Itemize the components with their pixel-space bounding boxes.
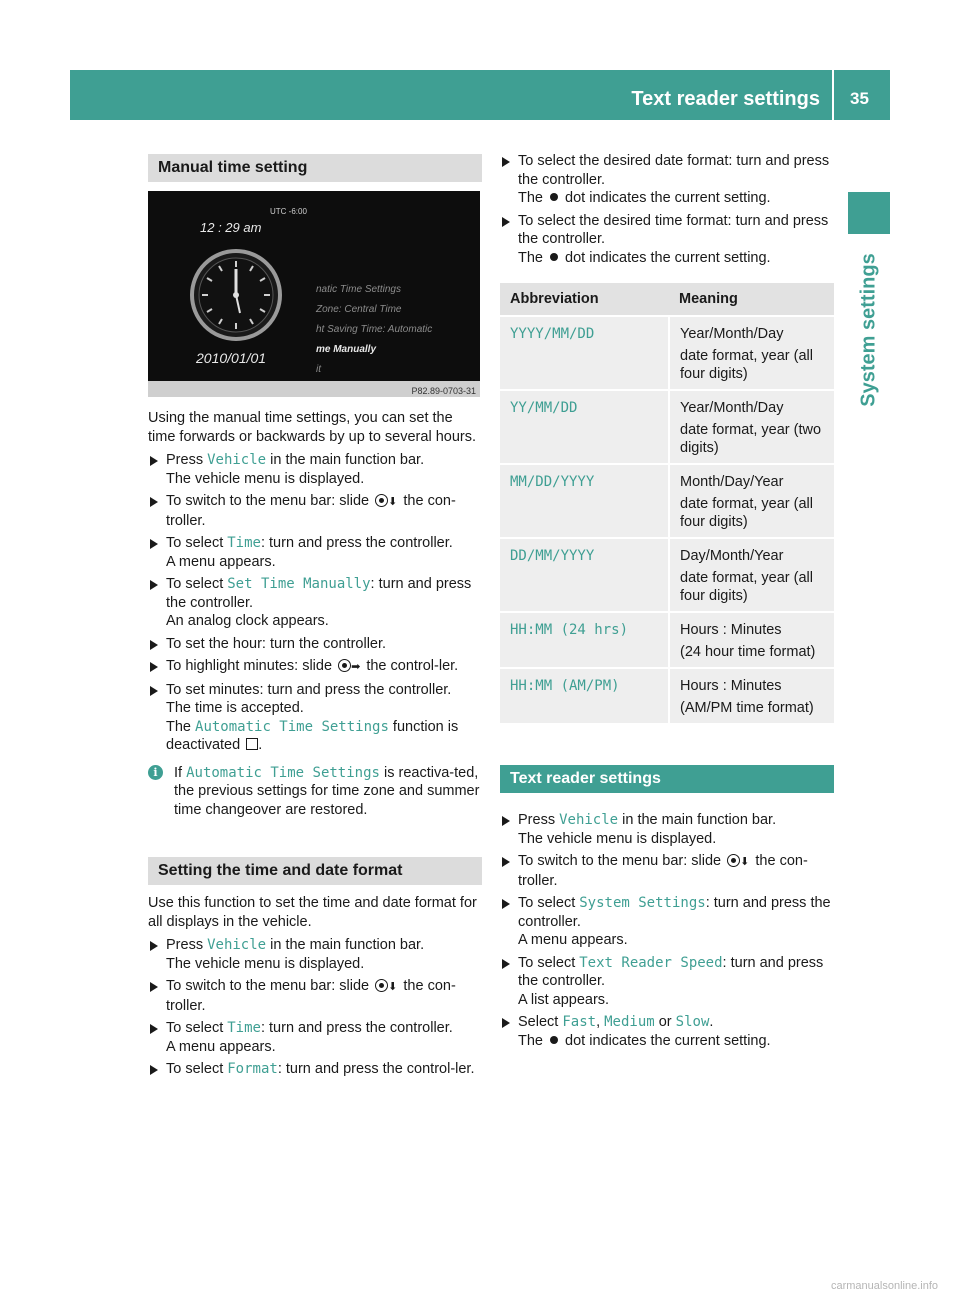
meaning-main: Hours : Minutes bbox=[680, 678, 782, 694]
keyword-automatic-time-settings: Automatic Time Settings bbox=[186, 764, 380, 781]
screen-utc: UTC -6:00 bbox=[270, 207, 307, 216]
table-row bbox=[500, 390, 834, 464]
keyword-time: Time bbox=[227, 535, 261, 551]
side-tab-label: System settings bbox=[857, 253, 880, 407]
watermark: carmanualsonline.info bbox=[830, 1280, 938, 1292]
step: Press Vehicle in the main function bar. The vehicle menu is displayed. bbox=[148, 936, 482, 973]
keyword-vehicle: Vehicle bbox=[207, 452, 267, 468]
step: To select Set Time Manually: turn and press the controller. An analog clock appears. bbox=[148, 575, 482, 631]
keyword-vehicle: Vehicle bbox=[559, 812, 619, 828]
screen-menu-item: ht Saving Time: Automatic bbox=[316, 324, 433, 335]
section-title-time-date-format: Setting the time and date format bbox=[148, 857, 482, 885]
meaning-detail: (24 hour time format) bbox=[680, 644, 816, 660]
keyword-automatic-time-settings: Automatic Time Settings bbox=[195, 718, 389, 735]
step: To highlight minutes: slide ➡ the control-ler. bbox=[148, 657, 482, 677]
abbreviation: HH:MM (AM/PM) bbox=[510, 678, 620, 694]
screen-menu-item: it bbox=[316, 364, 321, 375]
slide-down-icon: ⬇ bbox=[740, 856, 750, 868]
analog-clock-icon bbox=[188, 247, 284, 343]
step: To select Format: turn and press the control-ler. bbox=[148, 1060, 482, 1079]
header-divider bbox=[832, 70, 834, 120]
step: To select the desired time format: turn and press the controller. The dot indicates the current setting. bbox=[500, 212, 834, 268]
keyword-set-time-manually: Set Time Manually bbox=[227, 576, 371, 592]
intro-text-2: Use this function to set the time and date format for all displays in the vehicle. bbox=[148, 895, 477, 930]
screen-time: 12 : 29 am bbox=[200, 220, 262, 235]
slide-down-icon: ⬇ bbox=[388, 981, 398, 993]
meaning-detail: (AM/PM time format) bbox=[680, 700, 814, 716]
keyword-medium: Medium bbox=[604, 1014, 655, 1030]
info-icon: i bbox=[148, 765, 163, 780]
intro-text: Using the manual time settings, you can set the time forwards or backwards by up to several hours. bbox=[148, 410, 476, 445]
section-title-manual-time: Manual time setting bbox=[148, 154, 482, 182]
step: To select Time: turn and press the controller. A menu appears. bbox=[148, 1019, 482, 1056]
image-code: P82.89-0703-31 bbox=[411, 386, 476, 396]
slide-right-icon: ➡ bbox=[351, 661, 361, 673]
screen-menu-item: Zone: Central Time bbox=[316, 304, 402, 315]
meaning-detail: date format, year (all four digits) bbox=[680, 496, 813, 530]
step: To set the hour: turn the controller. bbox=[148, 635, 482, 654]
step: To select Text Reader Speed: turn and press the controller. A list appears. bbox=[500, 954, 834, 1010]
info-note: i If Automatic Time Settings is reactiva-ted, the previous settings for time zone and summer time changeover are restored. bbox=[148, 764, 482, 820]
step: To select System Settings: turn and press the controller. A menu appears. bbox=[500, 894, 834, 950]
steps-list-2 bbox=[148, 936, 482, 1079]
page-header bbox=[70, 70, 890, 120]
controller-icon bbox=[375, 494, 388, 507]
selected-dot-icon bbox=[550, 193, 558, 201]
abbreviation: YY/MM/DD bbox=[510, 400, 578, 416]
header-title: Text reader settings bbox=[631, 88, 820, 110]
abbreviation: DD/MM/YYYY bbox=[510, 548, 595, 564]
page-number: 35 bbox=[850, 89, 869, 108]
abbreviation: HH:MM (24 hrs) bbox=[510, 622, 629, 638]
step: Press Vehicle in the main function bar. The vehicle menu is displayed. bbox=[500, 811, 834, 848]
meaning-detail: date format, year (two digits) bbox=[680, 422, 822, 456]
step: Press Vehicle in the main function bar. The vehicle menu is displayed. bbox=[148, 451, 482, 488]
controller-icon bbox=[727, 854, 740, 867]
abbreviation: YYYY/MM/DD bbox=[510, 326, 595, 342]
abbreviation-table bbox=[500, 283, 834, 725]
table-header-row bbox=[500, 283, 834, 316]
meaning-detail: date format, year (all four digits) bbox=[680, 348, 813, 382]
steps-list bbox=[148, 451, 482, 755]
screen-footer bbox=[148, 381, 480, 397]
meaning-main: Hours : Minutes bbox=[680, 622, 782, 638]
table-row bbox=[500, 316, 834, 390]
meaning-detail: date format, year (all four digits) bbox=[680, 570, 813, 604]
step: To select Time: turn and press the controller. A menu appears. bbox=[148, 534, 482, 571]
column-header-abbreviation: Abbreviation bbox=[500, 283, 669, 316]
keyword-text-reader-speed: Text Reader Speed bbox=[579, 954, 723, 971]
meaning-main: Day/Month/Year bbox=[680, 548, 784, 564]
clock-screen-image bbox=[148, 191, 480, 397]
keyword-slow: Slow bbox=[675, 1014, 710, 1030]
meaning-main: Year/Month/Day bbox=[680, 400, 784, 416]
step: Select Fast, Medium or Slow. The dot indicates the current setting. bbox=[500, 1013, 834, 1050]
steps-list-3 bbox=[500, 811, 834, 1050]
table-row bbox=[500, 612, 834, 668]
column-header-meaning: Meaning bbox=[669, 283, 834, 316]
meaning-main: Year/Month/Day bbox=[680, 326, 784, 342]
right-column bbox=[500, 152, 834, 1054]
section-title-text-reader: Text reader settings bbox=[500, 765, 834, 793]
step: To switch to the menu bar: slide ⬇ the con-troller. bbox=[500, 852, 834, 890]
keyword-system-settings: System Settings bbox=[579, 895, 706, 911]
table-row bbox=[500, 538, 834, 612]
keyword-time: Time bbox=[227, 1020, 261, 1036]
keyword-format: Format bbox=[227, 1061, 278, 1077]
slide-down-icon: ⬇ bbox=[388, 496, 398, 508]
steps-list-format bbox=[500, 152, 834, 267]
selected-dot-icon bbox=[550, 1036, 558, 1044]
keyword-vehicle: Vehicle bbox=[207, 937, 267, 953]
table-row bbox=[500, 464, 834, 538]
abbreviation: MM/DD/YYYY bbox=[510, 474, 595, 490]
selected-dot-icon bbox=[550, 253, 558, 261]
screen-date: 2010/01/01 bbox=[196, 350, 267, 366]
screen-menu-item-active: me Manually bbox=[316, 344, 377, 355]
controller-icon bbox=[338, 659, 351, 672]
step: To switch to the menu bar: slide ⬇ the con-troller. bbox=[148, 977, 482, 1015]
meaning-main: Month/Day/Year bbox=[680, 474, 784, 490]
step: To select the desired date format: turn and press the controller. The dot indicates the current setting. bbox=[500, 152, 834, 208]
controller-icon bbox=[375, 979, 388, 992]
table-row bbox=[500, 668, 834, 724]
step: To set minutes: turn and press the controller. The time is accepted. The Automatic Time Settings function is deactivated . bbox=[148, 681, 482, 755]
step: To switch to the menu bar: slide ⬇ the con-troller. bbox=[148, 492, 482, 530]
left-column bbox=[148, 154, 482, 1083]
side-tab bbox=[848, 245, 890, 415]
side-tab-block bbox=[848, 192, 890, 234]
keyword-fast: Fast bbox=[562, 1014, 597, 1030]
screen-menu-item: natic Time Settings bbox=[316, 284, 401, 295]
checkbox-icon bbox=[246, 738, 258, 750]
